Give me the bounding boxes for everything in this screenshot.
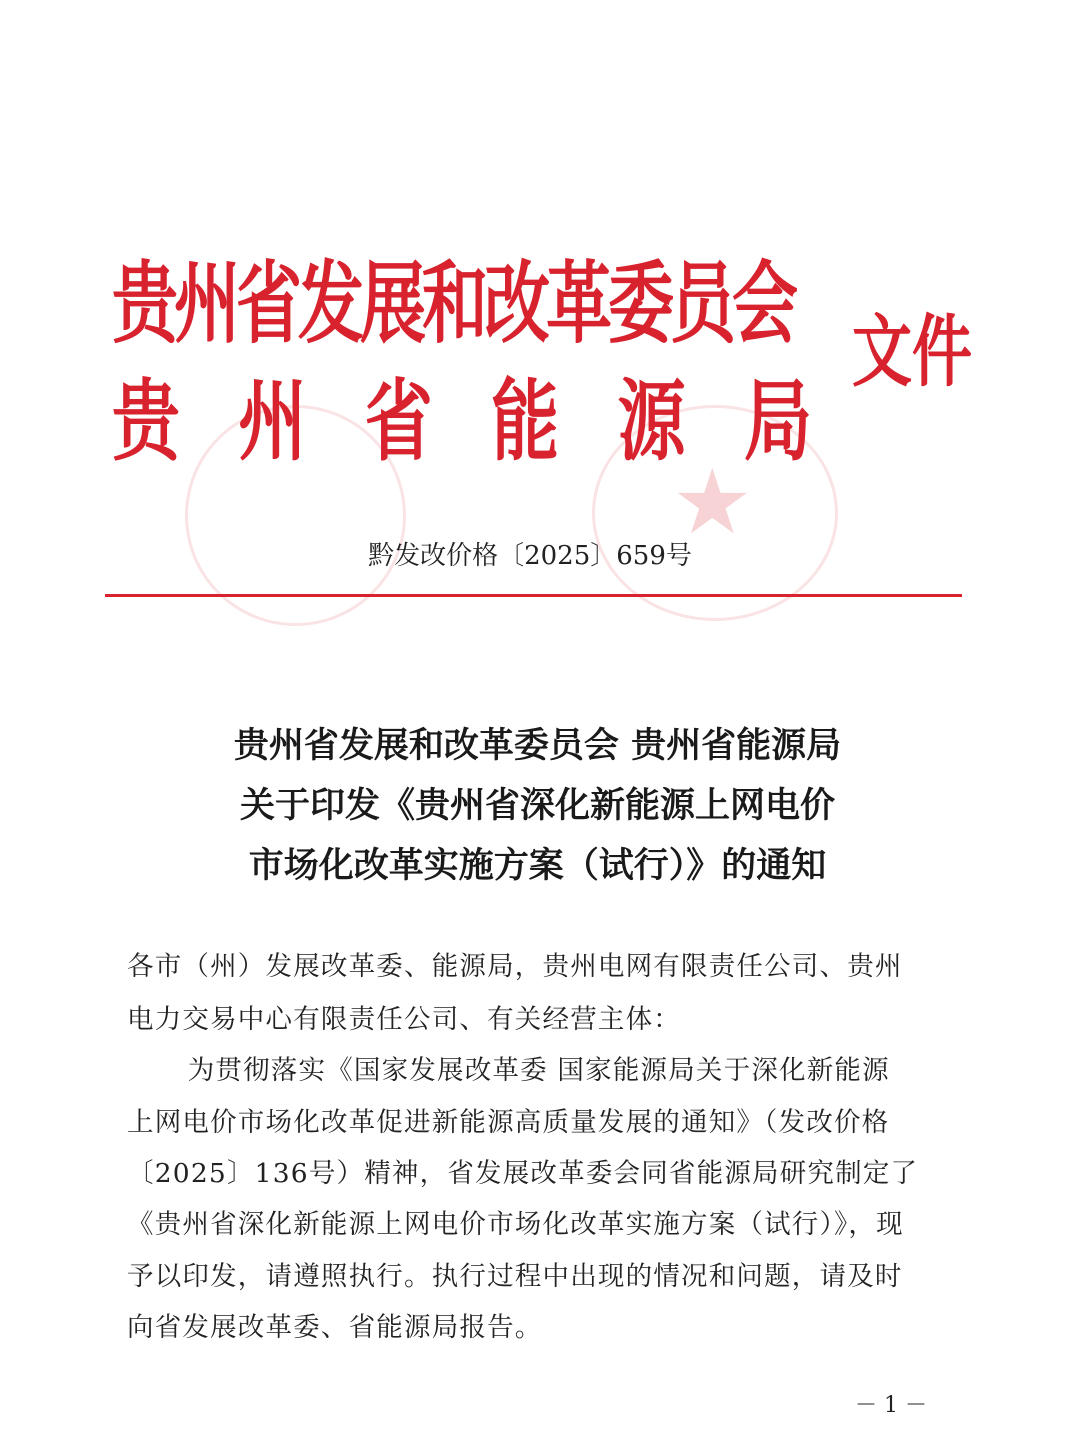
body-line: 〔2025〕136号）精神，省发展改革委会同省能源局研究制定了 (127, 1158, 919, 1189)
header-char: 州 (238, 371, 307, 475)
body-line: 上网电价市场化改革促进新能源高质量发展的通知》（发改价格 (127, 1107, 890, 1138)
body-line: 电力交易中心有限责任公司、有关经营主体： (127, 1004, 681, 1035)
body-line: 《贵州省深化新能源上网电价市场化改革实施方案（试行）》，现 (127, 1209, 904, 1240)
header-doc-type: 文件 (852, 306, 972, 398)
document-title-line: 贵州省发展和改革委员会 贵州省能源局 (233, 725, 842, 766)
document-title-line: 市场化改革实施方案（试行）》的通知 (248, 845, 827, 886)
header-org-line2 (112, 352, 812, 478)
header-char: 能 (491, 371, 560, 475)
header-char: 省 (364, 371, 433, 475)
header-org-line1: 贵州省发展和改革委员会 (112, 252, 794, 357)
body-line: 予以印发，请遵照执行。执行过程中出现的情况和问题，请及时 (127, 1261, 903, 1292)
body-line: 各市（州）发展改革委、能源局，贵州电网有限责任公司、贵州 (127, 951, 903, 982)
document-number: 黔发改价格〔2025〕659号 (368, 541, 692, 571)
document-title-line: 关于印发《贵州省深化新能源上网电价 (239, 785, 835, 826)
seal-star-icon: ★ (672, 450, 753, 555)
page-number: － 1 － (855, 1393, 927, 1418)
body-line: 为贯彻落实《国家发展改革委 国家能源局关于深化新能源 (160, 1055, 890, 1086)
red-divider (105, 594, 962, 597)
header-char: 源 (617, 371, 686, 475)
header-char: 贵 (112, 371, 181, 475)
header-char: 局 (743, 371, 812, 475)
body-line: 向省发展改革委、省能源局报告。 (127, 1312, 543, 1343)
